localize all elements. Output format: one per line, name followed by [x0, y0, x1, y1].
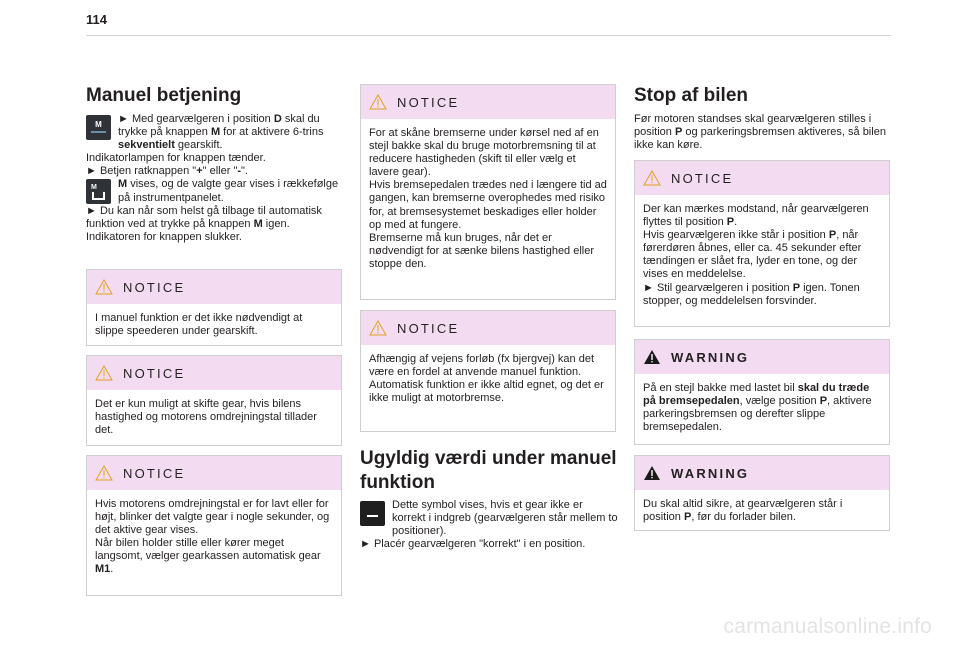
gear-display-icon — [86, 179, 111, 204]
notice-text: Der kan mærkes modstand, når gearvælgeren flyttes til position P. Hvis gearvælgeren ikke står i position P, når førerdøren åbnes, eller ca. 45 sekunder efter tændingen er slået fra, lyder en tone, og der vises en meddelelse. ► Stil gearvælgeren i position P igen. Tonen stopper, og meddelelsen forsvinder. — [643, 203, 869, 307]
section-heading-invalid: Ugyldig værdi under manuel funktion — [360, 448, 617, 493]
caution-triangle-icon — [95, 279, 113, 295]
caution-triangle-icon — [369, 320, 387, 336]
manual-text: M ► Med gearvælgeren i position D skal du trykke på knappen M for at aktivere 6-trins sekventielt gearskift. Indikatorlampen for knappen tænder. ► Betjen ratknappen "+" eller "-". M M vises, og de valgte gear vises i rækkefølge på instrumentpanelet. ► Du kan når som helst gå tilbage til automatisk funktion ved at trykke på knappen M igen. Indikatoren for knappen slukker. — [86, 113, 339, 243]
section-heading-stop: Stop af bilen — [634, 85, 748, 106]
notice-box-1 — [86, 269, 342, 346]
manual-mode-icon — [86, 115, 111, 140]
warning-text: Du skal altid sikre, at gearvælgeren står i position P, før du forlader bilen. — [643, 498, 843, 524]
warning-label: WARNING — [671, 349, 750, 365]
notice-box-2 — [86, 355, 342, 446]
watermark: carmanualsonline.info — [723, 615, 932, 638]
svg-text:M: M — [95, 120, 102, 129]
column-1 — [86, 84, 342, 244]
invalid-gear-icon — [360, 501, 385, 526]
notice-label: NOTICE — [123, 465, 186, 481]
section-heading-manual: Manuel betjening — [86, 85, 242, 106]
svg-text:M: M — [91, 184, 97, 192]
notice-text: For at skåne bremserne under kørsel ned af en stejl bakke skal du bruge motorbremsning til at reducere hastigheden (skift til eller vælg et lavere gear). Hvis bremsepedalen trædes ned i længere tid ad gangen, kan bremserne overophedes med risiko for, at bremsesystemet beskadiges eller holder op med at fungere. Bremserne må kun bruges, når det er nødvendigt for at sænke bilens hastighed eller stoppe den. — [369, 127, 607, 270]
page-number: 114 — [86, 12, 107, 27]
warning-triangle-icon — [643, 349, 661, 365]
warning-label: WARNING — [671, 465, 750, 481]
caution-triangle-icon — [95, 365, 113, 381]
notice-label: NOTICE — [123, 279, 186, 295]
warning-triangle-icon — [643, 465, 661, 481]
warning-box-1 — [634, 339, 890, 445]
caution-triangle-icon — [95, 465, 113, 481]
notice-label: NOTICE — [123, 365, 186, 381]
notice-text: Hvis motorens omdrejningstal er for lavt eller for højt, blinker det valgte gear i nogle sekunder, og det aktive gear vises. Når bilen holder stille eller kører meget langsomt, vælger gearkassen automatisk gear M1. — [95, 498, 330, 576]
header-rule — [86, 35, 891, 36]
notice-text: Afhængig af vejens forløb (fx bjergvej) kan det være en fordel at anvende manuel funktion. Automatisk funktion er ikke altid egnet, og det er ikke muligt at motorbremse. — [369, 353, 604, 405]
notice-label: NOTICE — [397, 320, 460, 336]
caution-triangle-icon — [643, 170, 661, 186]
notice-label: NOTICE — [671, 170, 734, 186]
invalid-value-section: Ugyldig værdi under manuel funktion Dette symbol vises, hvis et gear ikke er korrekt i indgreb (gearvælgeren står mellem to positioner). ► Placér gearvælgeren "korrekt" i en position. — [360, 448, 618, 551]
notice-box-3 — [86, 455, 342, 596]
notice-box-6 — [634, 160, 890, 327]
caution-triangle-icon — [369, 94, 387, 110]
notice-text: Det er kun muligt at skifte gear, hvis bilens hastighed og motorens omdrejningstal tillader det. — [95, 398, 317, 437]
notice-label: NOTICE — [397, 94, 460, 110]
warning-text: På en stejl bakke med lastet bil skal du træde på bremsepedalen, vælge position P, aktivere parkeringsbremsen og derefter slippe bremsepedalen. — [643, 382, 872, 434]
notice-box-5 — [360, 310, 616, 432]
column-3: Stop af bilen Før motoren standses skal gearvælgeren stilles i position P og parkeringsbremsen aktiveres, så bilen ikke kan køre. — [634, 84, 890, 152]
notice-text: I manuel funktion er det ikke nødvendigt at slippe speederen under gearskift. — [95, 312, 303, 338]
notice-box-4 — [360, 84, 616, 300]
warning-box-2 — [634, 455, 890, 531]
